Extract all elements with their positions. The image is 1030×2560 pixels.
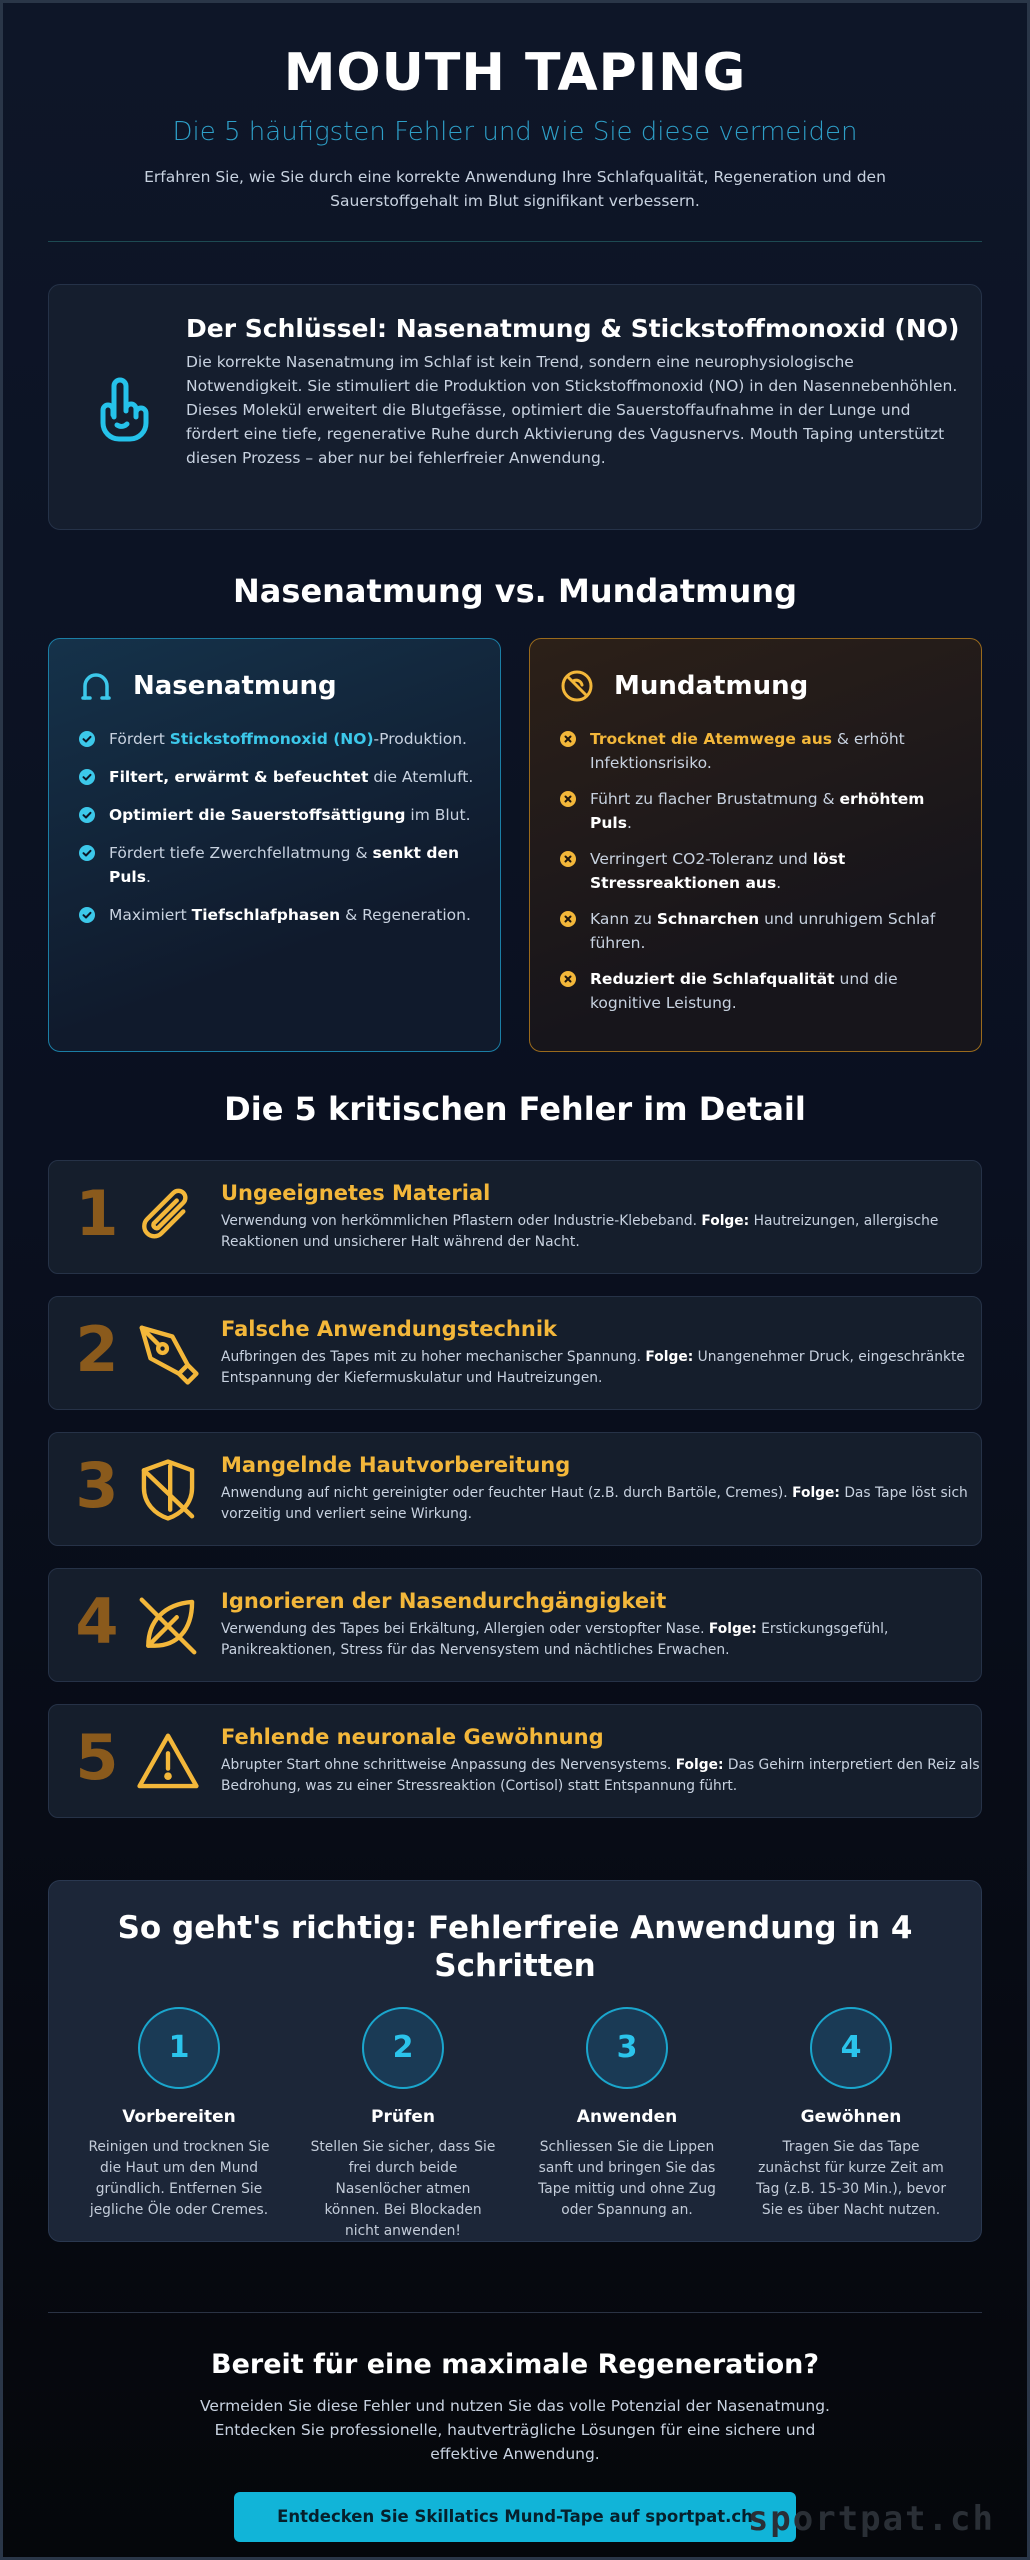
error-consequence: Das Gehirn interpretiert den Reiz als Bedrohung, was zu einer Stressreaktion (Cortisol) statt Entspannung führt. (221, 1757, 980, 1794)
error-card (48, 1160, 982, 1274)
step-number: 4 (810, 2007, 892, 2089)
error-body (221, 1483, 981, 1525)
error-consequence: Das Tape löst sich vorzeitig und verliert seine Wirkung. (221, 1485, 968, 1522)
errors-title: Die 5 kritischen Fehler im Detail (224, 1090, 806, 1128)
error-number: 3 (75, 1449, 119, 1522)
nose-list-item (79, 841, 474, 889)
list-text-post: -Produktion. (373, 730, 467, 748)
error-text (221, 1317, 981, 1389)
mouth-list-item (560, 907, 955, 955)
error-card (48, 1704, 982, 1818)
leaf-slash-icon (133, 1591, 203, 1661)
error-description: Abrupter Start ohne schrittweise Anpassung des Nervensystems. (221, 1757, 672, 1773)
list-text-post: . (626, 814, 632, 832)
check-circle-icon (79, 907, 95, 923)
mouth-card-header (560, 669, 955, 703)
watermark: sportpat.ch (747, 2499, 995, 2539)
nose-icon (79, 669, 113, 703)
nose-list-text (109, 803, 471, 827)
step-title: Gewöhnen (800, 2107, 902, 2127)
mouth-list-text (590, 907, 955, 955)
error-consequence-label: Folge: (645, 1349, 694, 1365)
step (291, 2007, 515, 2242)
error-title: Falsche Anwendungstechnik (221, 1317, 557, 1341)
list-text-bold: senkt den Puls (109, 844, 459, 886)
step-body: Tragen Sie das Tape zunächst für kurze Zeit am Tag (z.B. 15-30 Min.), bevor Sie es über Nacht nutzen. (756, 2139, 947, 2218)
x-circle-icon (560, 791, 576, 807)
step-number: 2 (362, 2007, 444, 2089)
mouth-list-text (590, 967, 955, 1015)
nose-card (48, 638, 501, 1052)
error-consequence: Unangenehmer Druck, eingeschränkte Entspannung der Kiefermuskulatur und Hautreizungen. (221, 1349, 965, 1386)
x-circle-icon (560, 731, 576, 747)
step-body: Stellen Sie sicher, dass Sie frei durch beide Nasenlöcher atmen können. Bei Blockaden nicht anwenden! (310, 2139, 496, 2239)
mouth-list-item (560, 787, 955, 835)
mouth-card-title: Mundatmung (614, 671, 809, 701)
error-number: 4 (75, 1585, 119, 1658)
nose-list-item (79, 727, 474, 751)
error-body (221, 1619, 981, 1661)
error-text (221, 1725, 981, 1797)
nose-list-text (109, 727, 467, 751)
mouth-list-text (590, 847, 955, 895)
step-body: Schliessen Sie die Lippen sanft und bringen Sie das Tape mittig und ohne Zug oder Spannung an. (538, 2139, 716, 2218)
error-list (3, 1160, 1027, 1818)
list-text-bold: Filtert, erwärmt & befeuchtet (109, 768, 369, 786)
x-circle-icon (560, 971, 576, 987)
list-text-bold: löst Stressreaktionen aus (590, 850, 846, 892)
list-text-bold: Trocknet die Atemwege aus (590, 730, 832, 748)
header-divider (48, 241, 982, 242)
step (67, 2007, 291, 2242)
page-title: MOUTH TAPING (283, 43, 747, 103)
check-circle-icon (79, 845, 95, 861)
list-text-post: im Blut. (405, 806, 471, 824)
error-consequence-label: Folge: (792, 1485, 840, 1501)
nose-list-item (79, 803, 474, 827)
key-body: Die korrekte Nasenatmung im Schlaf ist kein Trend, sondern eine neurophysiologische Notwendigkeit. Sie stimuliert die Produktion von Stickstoffmonoxid (NO) in den Nasennebenhöhlen. Dieses Molekül erweitert die Blutgefässe, optimiert die Sauerstoffaufnahme in der Lunge und fördert eine tiefe, regenerative Ruhe durch Aktivierung des Vagusnervs. Mouth Taping unterstützt diesen Prozess – aber nur bei fehlerfreier Anwendung. (186, 353, 958, 467)
error-number: 5 (75, 1721, 119, 1794)
step (515, 2007, 739, 2242)
error-text (221, 1453, 981, 1525)
nose-list-text (109, 903, 471, 927)
nose-card-header (79, 669, 474, 703)
list-text-bold: Stickstoffmonoxid (NO) (169, 730, 374, 748)
nose-card-title: Nasenatmung (133, 671, 337, 701)
cta-title: Bereit für eine maximale Regeneration? (210, 2349, 819, 2380)
intro-text: Erfahren Sie, wie Sie durch eine korrekte Anwendung Ihre Schlafqualität, Regeneration und den Sauerstoffgehalt im Blut signifikant verbessern. (144, 168, 886, 210)
error-description: Verwendung des Tapes bei Erkältung, Allergien oder verstopfter Nase. (221, 1621, 705, 1637)
error-text (221, 1181, 981, 1253)
key-title: Der Schlüssel: Nasenatmung & Stickstoffmonoxid (NO) (186, 314, 960, 343)
step-number: 1 (138, 2007, 220, 2089)
error-consequence: Hautreizungen, allergische Reaktionen und unsicherer Halt während der Nacht. (221, 1213, 939, 1250)
error-title: Mangelnde Hautvorbereitung (221, 1453, 571, 1477)
key-text (186, 313, 966, 470)
paperclip-icon (133, 1183, 203, 1253)
list-text-post: & Regeneration. (340, 906, 471, 924)
list-text-pre: Verringert CO2-Toleranz und (590, 850, 813, 868)
mouth-card (529, 638, 982, 1052)
list-text-pre: Kann zu (590, 910, 657, 928)
error-consequence-label: Folge: (675, 1757, 724, 1773)
nose-list (79, 727, 474, 927)
cta-button[interactable]: Entdecken Sie Skillatics Mund-Tape auf sportpat.ch (234, 2492, 796, 2542)
step-title: Vorbereiten (122, 2107, 236, 2127)
check-circle-icon (79, 769, 95, 785)
list-text-post: die Atemluft. (368, 768, 474, 786)
list-text-bold: Tiefschlafphasen (191, 906, 341, 924)
error-description: Verwendung von herkömmlichen Pflastern oder Industrie-Klebeband. (221, 1213, 697, 1229)
error-card (48, 1296, 982, 1410)
steps-row (49, 2007, 981, 2242)
error-card (48, 1432, 982, 1546)
check-circle-icon (79, 731, 95, 747)
error-number: 1 (75, 1177, 119, 1250)
list-text-bold: Optimiert die Sauerstoffsättigung (109, 806, 406, 824)
error-number: 2 (75, 1313, 119, 1386)
step-title: Anwenden (576, 2107, 678, 2127)
compare-title: Nasenatmung vs. Mundatmung (233, 572, 797, 610)
compare-section (48, 638, 982, 1052)
list-text-bold: Reduziert die Schlafqualität (590, 970, 835, 988)
error-consequence: Erstickungsgefühl, Panikreaktionen, Stress für das Nervensystem und nächtliches Erwachen. (221, 1621, 889, 1658)
check-circle-icon (79, 807, 95, 823)
step-body: Reinigen und trocknen Sie die Haut um den Mund gründlich. Entfernen Sie jegliche Öle oder Cremes. (88, 2139, 270, 2218)
list-text-pre: Fördert (109, 730, 170, 748)
cta-body: Vermeiden Sie diese Fehler und nutzen Sie das volle Potenzial der Nasenatmung. Entdecken Sie professionelle, hautverträgliche Lösungen für eine sichere und effektive Anwendung. (200, 2397, 830, 2463)
error-title: Fehlende neuronale Gewöhnung (221, 1725, 604, 1749)
error-body (221, 1755, 981, 1797)
steps-card (48, 1880, 982, 2242)
hand-icon (87, 373, 157, 443)
header (3, 3, 1027, 213)
nose-list-text (109, 841, 474, 889)
mouth-list-item (560, 847, 955, 895)
error-consequence-label: Folge: (701, 1213, 750, 1229)
list-text-post: und die kognitive Leistung. (590, 970, 898, 1012)
error-title: Ignorieren der Nasendurchgängigkeit (221, 1589, 667, 1613)
list-text-post: . (776, 874, 782, 892)
page-subtitle: Die 5 häufigsten Fehler und wie Sie diese vermeiden (172, 117, 858, 147)
error-text (221, 1589, 981, 1661)
key-card (48, 284, 982, 530)
mouth-list-item (560, 967, 955, 1015)
error-description: Aufbringen des Tapes mit zu hoher mechanischer Spannung. (221, 1349, 642, 1365)
nose-list-item (79, 903, 474, 927)
no-symbol-icon (560, 669, 594, 703)
step-title: Prüfen (371, 2107, 435, 2127)
list-text-post: & erhöht Infektionsrisiko. (590, 730, 905, 772)
nose-list-item (79, 765, 474, 789)
list-text-bold: Schnarchen (656, 910, 760, 928)
x-circle-icon (560, 851, 576, 867)
error-body (221, 1347, 981, 1389)
mouth-list-item (560, 727, 955, 775)
list-text-pre: Maximiert (109, 906, 192, 924)
error-consequence-label: Folge: (708, 1621, 757, 1637)
x-circle-icon (560, 911, 576, 927)
warning-triangle-icon (133, 1727, 203, 1797)
step-number: 3 (586, 2007, 668, 2089)
error-description: Anwendung auf nicht gereinigter oder feuchter Haut (z.B. durch Bartöle, Cremes). (221, 1485, 788, 1501)
list-text-post: und unruhigem Schlaf führen. (590, 910, 936, 952)
steps-title: So geht's richtig: Fehlerfreie Anwendung in 4 Schritten (117, 1910, 913, 1984)
mouth-list (560, 727, 955, 1015)
pen-nib-icon (133, 1319, 203, 1389)
error-title: Ungeeignetes Material (221, 1181, 491, 1205)
error-body (221, 1211, 981, 1253)
nose-list-text (109, 765, 473, 789)
shield-slash-icon (133, 1455, 203, 1525)
list-text-bold: erhöhtem Puls (590, 790, 925, 832)
mouth-list-text (590, 727, 955, 775)
list-text-pre: Führt zu flacher Brustatmung & (590, 790, 840, 808)
list-text-post: . (145, 868, 151, 886)
step (739, 2007, 963, 2242)
mouth-list-text (590, 787, 955, 835)
error-card (48, 1568, 982, 1682)
list-text-pre: Fördert tiefe Zwerchfellatmung & (109, 844, 373, 862)
